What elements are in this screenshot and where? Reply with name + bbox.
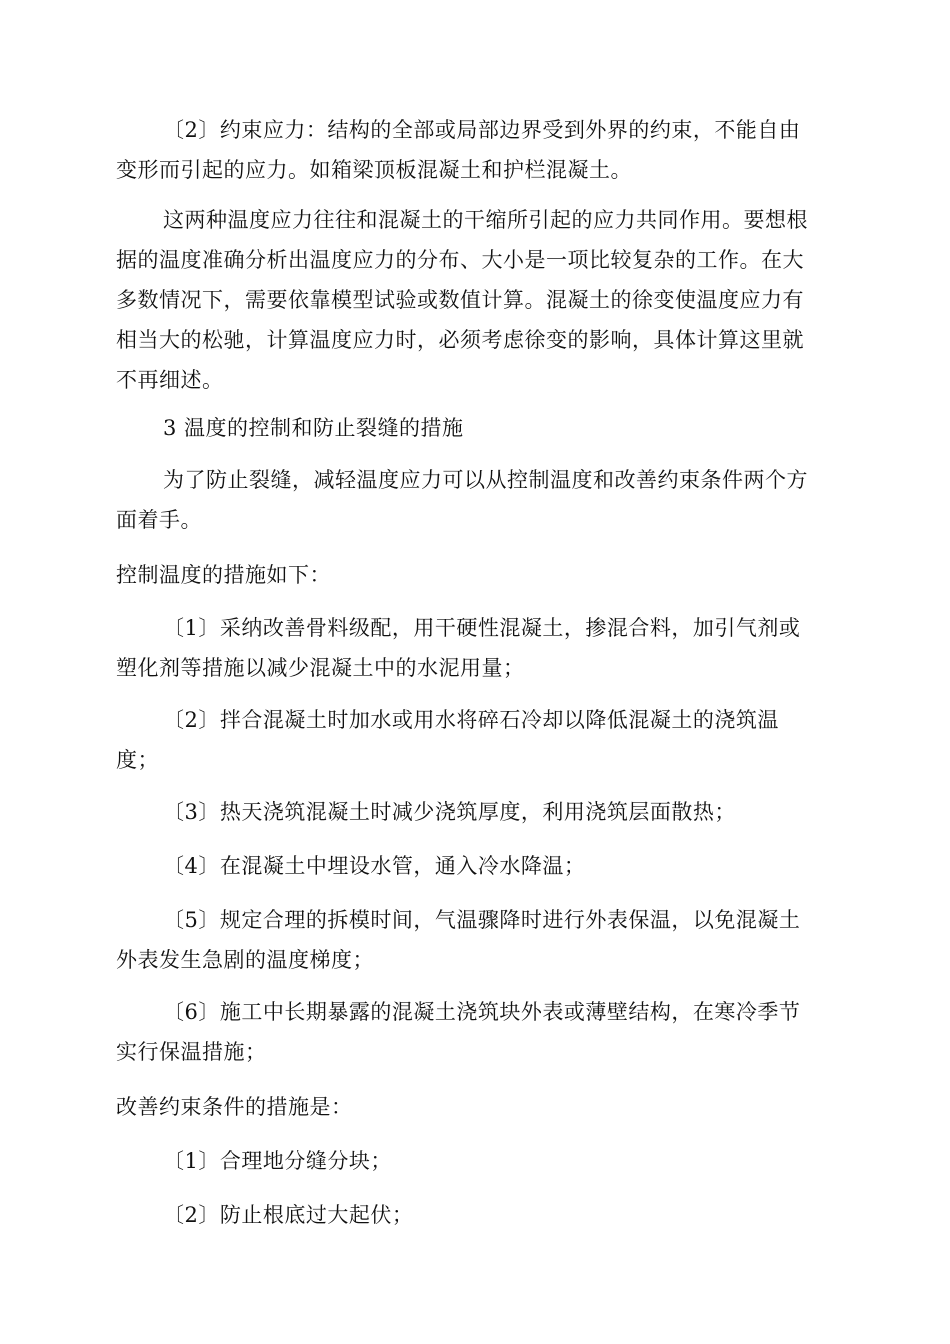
text-line: 为了防止裂缝，减轻温度应力可以从控制温度和改善约束条件两个方 — [163, 468, 808, 492]
text-line: 不再细述。 — [116, 368, 224, 392]
text-line: 〔1〕采纳改善骨料级配，用干硬性混凝土，掺混合料，加引气剂或 — [163, 616, 801, 640]
text-line: 据的温度准确分析出温度应力的分布、大小是一项比较复杂的工作。在大 — [116, 248, 804, 272]
list-item-temp-2 — [116, 700, 836, 780]
text-line: 多数情况下，需要依靠模型试验或数值计算。混凝土的徐变使温度应力有 — [116, 288, 804, 312]
text-line: 〔3〕热天浇筑混凝土时减少浇筑厚度，利用浇筑层面散热； — [163, 800, 736, 824]
list-item-temp-1 — [116, 608, 836, 688]
text-line: 相当大的松驰，计算温度应力时，必须考虑徐变的影响，具体计算这里就 — [116, 328, 804, 352]
list-item-temp-3 — [116, 792, 836, 832]
paragraph-combined-effect — [116, 200, 836, 400]
list-item-constraint-2 — [116, 1195, 836, 1235]
constraint-title — [116, 1087, 836, 1127]
text-line: 〔5〕规定合理的拆模时间，气温骤降时进行外表保温，以免混凝土 — [163, 908, 801, 932]
temp-control-title — [116, 555, 836, 595]
text-line: 〔2〕拌合混凝土时加水或用水将碎石冷却以降低混凝土的浇筑温 — [163, 708, 779, 732]
paragraph-intro — [116, 460, 836, 540]
list-item-constraint-1 — [116, 1141, 836, 1181]
list-item-temp-6 — [116, 992, 836, 1072]
text-line: 〔1〕合理地分缝分块； — [163, 1149, 392, 1173]
heading-text: 3 温度的控制和防止裂缝的措施 — [163, 416, 464, 440]
text-line: 〔4〕在混凝土中埋设水管，通入冷水降温； — [163, 854, 586, 878]
text-line: 改善约束条件的措施是： — [116, 1095, 353, 1119]
paragraph-constraint-stress — [116, 110, 836, 190]
section-heading — [116, 408, 836, 448]
list-item-temp-5 — [116, 900, 836, 980]
text-line: 控制温度的措施如下： — [116, 563, 331, 587]
text-line: 这两种温度应力往往和混凝土的干缩所引起的应力共同作用。要想根 — [163, 208, 808, 232]
text-line: 塑化剂等措施以减少混凝土中的水泥用量； — [116, 656, 525, 680]
list-item-temp-4 — [116, 846, 836, 886]
text-line: 实行保温措施； — [116, 1040, 267, 1064]
text-line: 面着手。 — [116, 508, 202, 532]
text-line: 〔2〕防止根底过大起伏； — [163, 1203, 414, 1227]
text-line: 外表发生急剧的温度梯度； — [116, 948, 374, 972]
text-line: 〔2〕约束应力：结构的全部或局部边界受到外界的约束，不能自由 — [163, 118, 801, 142]
text-line: 度； — [116, 748, 159, 772]
text-line: 变形而引起的应力。如箱梁顶板混凝土和护栏混凝土。 — [116, 158, 632, 182]
text-line: 〔6〕施工中长期暴露的混凝土浇筑块外表或薄壁结构，在寒冷季节 — [163, 1000, 801, 1024]
